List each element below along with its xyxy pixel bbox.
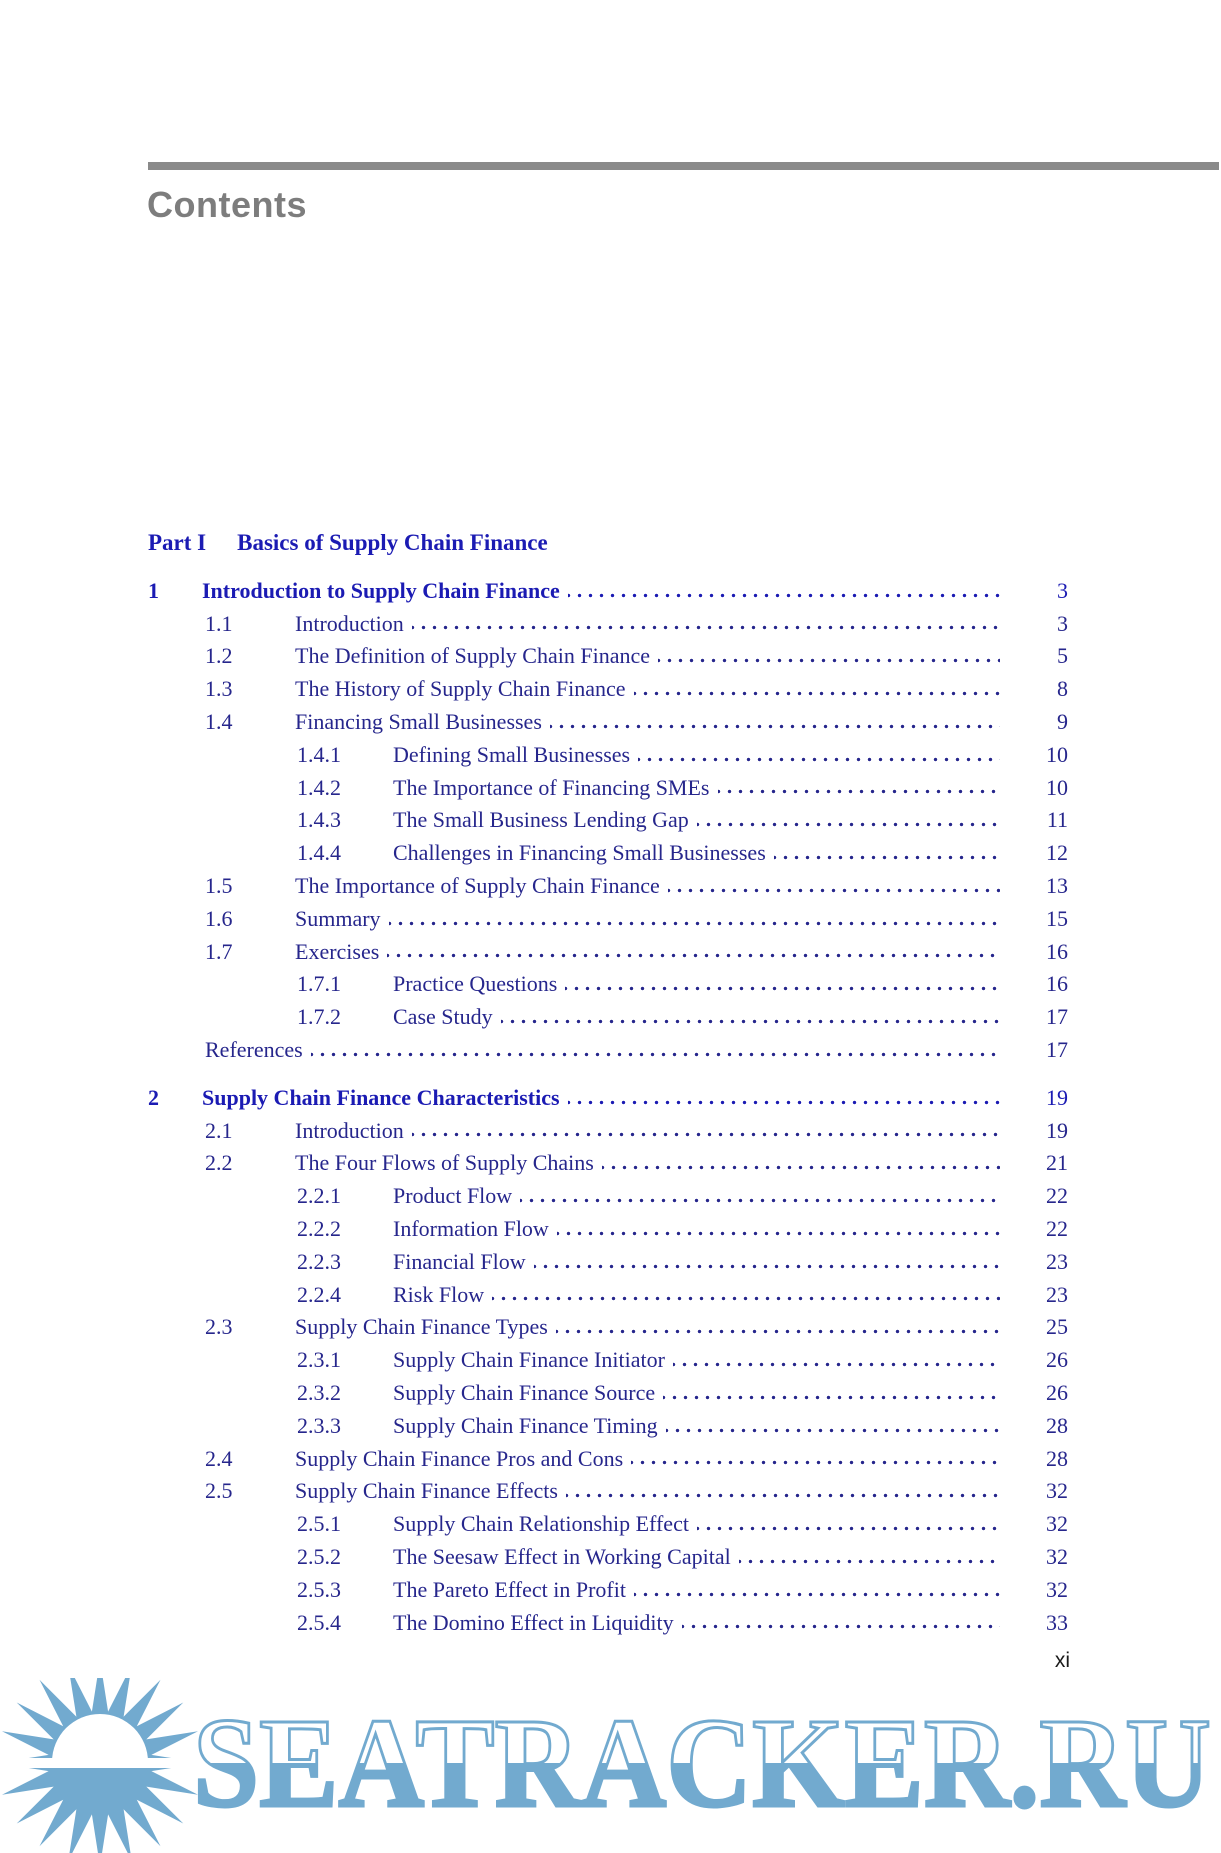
toc-entry-page: 17 [1046,1036,1068,1062]
toc-entry-number: 1.1 [205,610,233,636]
toc-entry-page: 28 [1046,1445,1068,1471]
toc-row-subsection-2-2-2 [148,1213,1068,1246]
toc-entry-page: 3 [1057,610,1068,636]
toc-row-subsection-2-3-1 [148,1344,1068,1377]
folio-page-number: xi [1054,1649,1070,1672]
toc-entry-title: The Importance of Supply Chain Finance [295,872,660,898]
toc-entry-title: Introduction to Supply Chain Finance [202,577,560,603]
toc-row-subsection-2-2-3 [148,1246,1068,1279]
toc-row-subsection-2-2-1 [148,1180,1068,1213]
toc-entry-number: 1.4.1 [297,741,341,767]
toc-entry-number: 2.5.3 [297,1576,341,1602]
dot-leader [557,1213,1000,1246]
toc-entry-title: The Pareto Effect in Profit [393,1576,626,1602]
toc-entry-page: 19 [1046,1117,1068,1143]
toc-entry-number: 2.5.1 [297,1511,341,1537]
toc-row-subsection-1-4-1 [148,739,1068,772]
toc-entry-page: 22 [1046,1215,1068,1241]
toc-entry-page: 12 [1046,840,1068,866]
toc-entry-page: 22 [1046,1183,1068,1209]
toc-row-references [148,1034,1068,1067]
watermark-text: SEATRACKER.RU [193,1692,1211,1834]
toc-entry-title: Financing Small Businesses [295,708,542,734]
toc-entry-page: 10 [1046,741,1068,767]
dot-leader [602,1147,1000,1180]
toc-entry-title: Supply Chain Finance Source [393,1379,656,1405]
dot-leader [668,870,1000,903]
dot-leader [682,1607,1000,1640]
dot-leader [568,1082,1000,1115]
toc-entry-number: 2.5.2 [297,1543,341,1569]
toc-row-section-1-5 [148,870,1068,903]
dot-leader [673,1344,1000,1377]
toc-entry-page: 11 [1046,807,1068,833]
toc-row-subsection-2-5-3 [148,1574,1068,1607]
toc-entry-number: 1.2 [205,643,233,669]
toc-entry-title: Product Flow [393,1183,513,1209]
toc-row-section-1-2 [148,640,1068,673]
toc-row-section-2-1 [148,1115,1068,1148]
toc-entry-title: Summary [295,905,381,931]
toc-entry-page: 26 [1046,1379,1068,1405]
toc-row-subsection-1-7-2 [148,1001,1068,1034]
toc-entry-page: 9 [1057,708,1068,734]
dot-leader [658,640,1000,673]
toc-row-section-1-6 [148,903,1068,936]
toc-row-subsection-1-4-3 [148,804,1068,837]
toc-entry-page: 3 [1057,577,1068,603]
dot-leader [566,1475,1000,1508]
toc-row-chapter-1 [148,575,1068,608]
toc-row-subsection-2-5-1 [148,1508,1068,1541]
toc-entry-number: 2.4 [205,1445,233,1471]
toc-entry-title: The Definition of Supply Chain Finance [295,643,650,669]
dot-leader [739,1541,1000,1574]
toc-entry-number: 2.2.1 [297,1183,341,1209]
toc-entry-number: 2.2.2 [297,1215,341,1241]
dot-leader [718,772,1001,805]
toc-entry-page: 15 [1046,905,1068,931]
toc-entry-number: 1.7.2 [297,1004,341,1030]
toc-entry-page: 32 [1046,1543,1068,1569]
toc-entry-title: Defining Small Businesses [393,741,631,767]
toc-entry-number: 1.6 [205,905,233,931]
toc-entry-title: Introduction [295,610,404,636]
dot-leader [565,968,1000,1001]
toc-entry-title: The Small Business Lending Gap [393,807,689,833]
dot-leader [387,936,1000,969]
toc-entry-page: 25 [1046,1314,1068,1340]
toc-row-section-1-3 [148,673,1068,706]
toc-entry-number: 1 [148,577,159,603]
toc-row-section-1-7 [148,936,1068,969]
dot-leader [631,1443,1000,1476]
dot-leader [534,1246,1000,1279]
toc-entry-page: 13 [1046,872,1068,898]
dot-leader [697,1508,1000,1541]
dot-leader [412,1115,1000,1148]
toc-entry-number: 2.5 [205,1478,233,1504]
toc-row-section-1-4 [148,706,1068,739]
toc-entry-number: 2.3.2 [297,1379,341,1405]
dot-leader [774,837,1000,870]
toc-entry-number: 2.2.4 [297,1281,341,1307]
sun-logo-icon [0,1678,216,1853]
table-of-contents [148,527,1068,1639]
dot-leader [568,575,1000,608]
dot-leader [492,1279,1000,1312]
toc-entry-title: Exercises [295,938,380,964]
toc-row-subsection-2-2-4 [148,1279,1068,1312]
dot-leader [389,903,1000,936]
toc-entry-title: Risk Flow [393,1281,485,1307]
toc-row-subsection-1-4-2 [148,772,1068,805]
toc-entry-title: The Four Flows of Supply Chains [295,1150,594,1176]
toc-entry-title: Introduction [295,1117,404,1143]
toc-entry-page: 32 [1046,1511,1068,1537]
toc-row-section-1-1 [148,608,1068,641]
toc-entry-page: 5 [1057,643,1068,669]
dot-leader [311,1034,1000,1067]
toc-row-subsection-1-4-4 [148,837,1068,870]
dot-leader [634,1574,1000,1607]
toc-entry-page: 23 [1046,1248,1068,1274]
toc-entry-number: 2.3 [205,1314,233,1340]
toc-entry-title: Financial Flow [393,1248,526,1274]
toc-entry-number: 2.5.4 [297,1609,341,1635]
toc-entry-title: Information Flow [393,1215,549,1241]
toc-entry-title: References [205,1036,303,1062]
dot-leader [550,706,1000,739]
toc-row-subsection-2-3-3 [148,1410,1068,1443]
seatracker-watermark [0,1678,1221,1853]
toc-row-section-2-2 [148,1147,1068,1180]
toc-entry-title: The Seesaw Effect in Working Capital [393,1543,731,1569]
toc-entry-page: 32 [1046,1576,1068,1602]
toc-row-section-2-5 [148,1475,1068,1508]
toc-entry-title: The Domino Effect in Liquidity [393,1609,674,1635]
toc-entry-title: Basics of Supply Chain Finance [237,530,548,555]
toc-entry-page: 17 [1046,1004,1068,1030]
toc-entry-page: 33 [1046,1609,1068,1635]
toc-entry-number: 2 [148,1084,159,1110]
toc-entry-number: 1.4 [205,708,233,734]
toc-entry-number: 2.3.1 [297,1347,341,1373]
toc-entry-page: 21 [1046,1150,1068,1176]
toc-entry-title: Supply Chain Finance Types [295,1314,548,1340]
toc-row-subsection-1-7-1 [148,968,1068,1001]
toc-entry-number: Part I [148,530,207,555]
toc-row-subsection-2-5-4 [148,1607,1068,1640]
toc-entry-number: 1.4.3 [297,807,341,833]
toc-entry-number: 1.3 [205,676,233,702]
toc-row-section-2-3 [148,1311,1068,1344]
toc-row-part [148,527,1068,560]
toc-entry-page: 19 [1046,1084,1068,1110]
dot-leader [663,1377,1000,1410]
toc-entry-title: Supply Chain Finance Initiator [393,1347,665,1373]
toc-entry-number: 1.7.1 [297,971,341,997]
toc-entry-title: Challenges in Financing Small Businesses [393,840,766,866]
toc-entry-page: 23 [1046,1281,1068,1307]
toc-row-section-2-4 [148,1443,1068,1476]
toc-entry-title: Case Study [393,1004,493,1030]
dot-leader [520,1180,1000,1213]
dot-leader [501,1001,1000,1034]
toc-entry-number: 1.5 [205,872,233,898]
toc-entry-page: 10 [1046,774,1068,800]
toc-entry-title: Supply Chain Finance Effects [295,1478,558,1504]
toc-entry-title: Supply Chain Finance Pros and Cons [295,1445,624,1471]
dot-leader [666,1410,1000,1443]
toc-entry-number: 2.3.3 [297,1412,341,1438]
dot-leader [697,804,1000,837]
toc-entry-title: Supply Chain Finance Characteristics [202,1084,560,1110]
toc-entry-number: 1.4.2 [297,774,341,800]
toc-row-subsection-2-3-2 [148,1377,1068,1410]
toc-row-subsection-2-5-2 [148,1541,1068,1574]
toc-entry-title: Practice Questions [393,971,558,997]
toc-entry-title: The History of Supply Chain Finance [295,676,626,702]
toc-entry-number: 1.4.4 [297,840,341,866]
toc-entry-page: 28 [1046,1412,1068,1438]
toc-entry-page: 16 [1046,971,1068,997]
toc-entry-number: 2.2.3 [297,1248,341,1274]
dot-leader [412,608,1000,641]
toc-entry-page: 16 [1046,938,1068,964]
toc-entry-page: 32 [1046,1478,1068,1504]
toc-entry-number: 1.7 [205,938,233,964]
toc-entry-page: 26 [1046,1347,1068,1373]
toc-entry-title: Supply Chain Finance Timing [393,1412,658,1438]
toc-entry-number: 2.2 [205,1150,233,1176]
toc-row-chapter-2 [148,1082,1068,1115]
dot-leader [638,739,1000,772]
toc-entry-title: Supply Chain Relationship Effect [393,1511,689,1537]
dot-leader [634,673,1000,706]
toc-entry-page: 8 [1057,676,1068,702]
header-rule [148,162,1219,170]
dot-leader [556,1311,1000,1344]
page-title: Contents [147,184,307,225]
toc-entry-title: The Importance of Financing SMEs [393,774,710,800]
toc-entry-number: 2.1 [205,1117,233,1143]
